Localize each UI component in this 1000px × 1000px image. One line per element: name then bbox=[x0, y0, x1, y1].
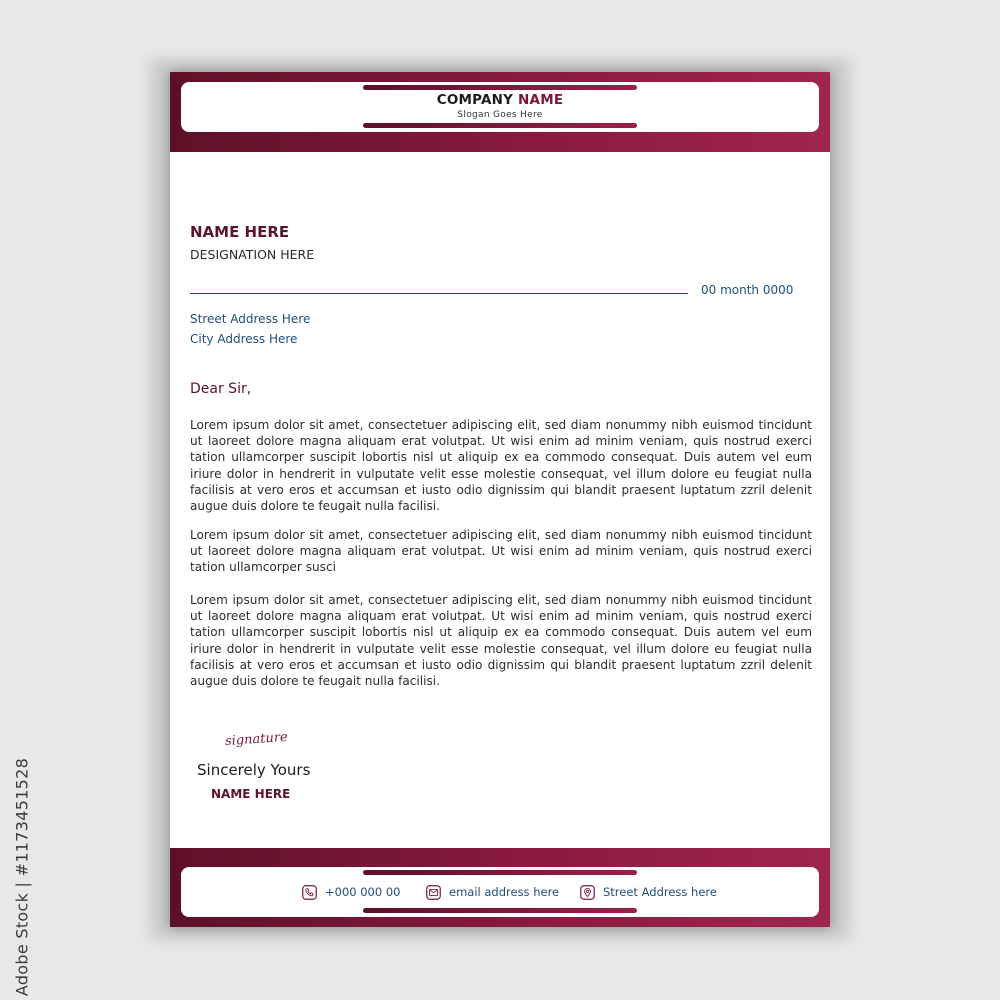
sender-name: NAME HERE bbox=[190, 223, 290, 241]
footer-address bbox=[580, 883, 717, 901]
date-rule bbox=[190, 293, 688, 294]
email-icon bbox=[426, 885, 441, 900]
company-slogan: Slogan Goes Here bbox=[457, 110, 543, 120]
closing-sincerely: Sincerely Yours bbox=[197, 761, 311, 779]
street-address: Street Address Here bbox=[190, 312, 311, 326]
header-cap-top bbox=[363, 85, 637, 90]
header-cap-bottom bbox=[363, 123, 637, 128]
signature: signature bbox=[224, 729, 289, 750]
company-name-second: NAME bbox=[518, 92, 564, 108]
footer-email bbox=[426, 883, 559, 901]
body-paragraph-2: Lorem ipsum dolor sit amet, consectetuer adipiscing elit, sed diam nonummy nibh euismod tincidunt ut laoreet dolore magna aliquam erat volutpat. Ut wisi enim ad minim veniam, quis nostrud exerci tation ullamcorper susci bbox=[190, 528, 812, 575]
company-name-first: COMPANY bbox=[436, 92, 514, 108]
closing-name: NAME HERE bbox=[211, 787, 291, 801]
body-paragraph-1: Lorem ipsum dolor sit amet, consectetuer adipiscing elit, sed diam nonummy nibh euismod tincidunt ut laoreet dolore magna aliquam erat volutpat. Ut wisi enim ad minim veniam, quis nostrud exerci tation ullamcorper suscipit lobortis nisl ut aliquip ex ea commodo consequat. Duis autem vel eum iriure dolor in hendrerit in vulputate velit esse molestie consequat, vel illum dolore eu feugiat nulla facilisis at vero eros et accumsan et iusto odio dignissim qui blandit praesent luptatum zzril delenit augue duis dolore te feugait nulla facilisi. bbox=[190, 418, 812, 514]
letter-date: 00 month 0000 bbox=[701, 283, 794, 297]
footer-email-text: email address here bbox=[449, 885, 560, 899]
company-name bbox=[170, 92, 830, 108]
body-paragraph-3: Lorem ipsum dolor sit amet, consectetuer adipiscing elit, sed diam nonummy nibh euismod tincidunt ut laoreet dolore magna aliquam erat volutpat. Ut wisi enim ad minim veniam, quis nostrud exerci tation ullamcorper suscipit lobortis nisl ut aliquip ex ea commodo consequat. Duis autem vel eum iriure dolor in hendrerit in vulputate velit esse molestie consequat, vel illum dolore eu feugiat nulla facilisis at vero eros et accumsan et iusto odio dignissim qui blandit praesent luptatum zzril delenit augue duis dolore te feugait nulla facilisi. bbox=[190, 593, 812, 689]
footer-phone-text: +000 000 00 bbox=[325, 885, 401, 899]
location-icon bbox=[580, 885, 595, 900]
sender-designation: DESIGNATION HERE bbox=[190, 247, 315, 262]
greeting: Dear Sir, bbox=[190, 381, 252, 397]
letterhead-page bbox=[170, 72, 830, 927]
footer-cap-bottom bbox=[363, 908, 637, 913]
city-address: City Address Here bbox=[190, 332, 298, 346]
stock-id-label bbox=[10, 757, 34, 997]
footer-cap-top bbox=[363, 870, 637, 875]
footer-phone bbox=[302, 883, 400, 901]
phone-icon bbox=[302, 885, 317, 900]
footer-address-text: Street Address here bbox=[603, 885, 717, 899]
stock-id-text: Adobe Stock | #1173451528 bbox=[12, 757, 32, 997]
